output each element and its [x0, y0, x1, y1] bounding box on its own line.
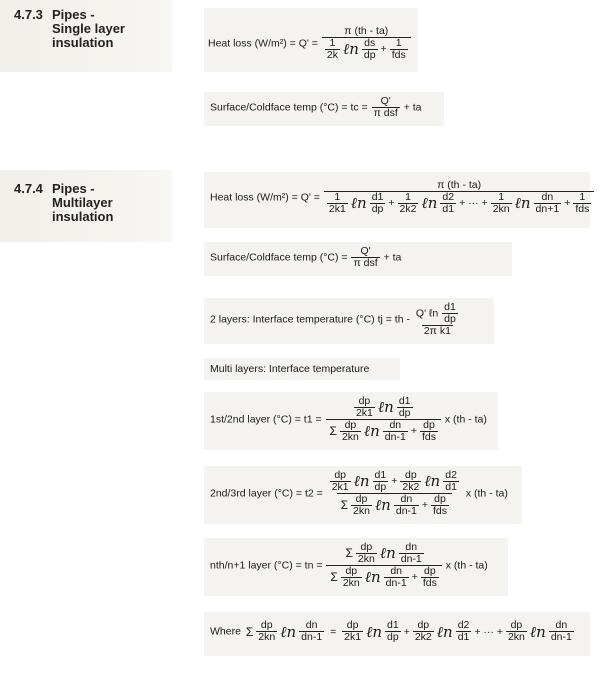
formula-box-surface-single: Surface/Coldface temp (°C) = tc = Q' π dsf + ta [204, 92, 444, 126]
section-number: 4.7.3 [14, 7, 43, 22]
formula-box-nth: nth/n+1 layer (°C) = tn = Σ $\frac{dp}{2kn}$ ℓn $\frac{dn}{dn-1}$ Σ $\frac{dp}{2kn}$ ℓn $\frac{dn}{dn-1}$ + dp fds x (th - ta) [204, 538, 508, 596]
section-heading-473 [0, 0, 172, 72]
section-title: Pipes - Multilayer insulation [52, 181, 114, 224]
formula-box-heat-loss-single: Heat loss (W/m²) = Q' = π (th - ta) $\frac{1}{2k}$ ℓn $\frac{ds}{dp}$ + 1 fds [204, 8, 418, 72]
section-heading-474 [0, 170, 172, 242]
formula-box-heat-loss-multi: Heat loss (W/m²) = Q' = π (th - ta) $\frac{1}{2k1}$ ℓn $\frac{d1}{dp}$ + $\frac{1}{2k2}$ ℓn $\frac{d2}{d1}$ + ··· + $\frac{1}{2kn}$ ℓn $\frac{dn}{dn+1}$ + 1 fds [204, 172, 590, 228]
formula-box-surface-multi: Surface/Coldface temp (°C) = Q' π dsf + ta [204, 242, 512, 276]
formula-box-first-second: 1st/2nd layer (°C) = t1 = $\frac{dp}{2k1}$ ℓn $\frac{d1}{dp}$ Σ $\frac{dp}{2kn}$ ℓn $\frac{dn}{dn-1}$ + dp fds x (th - ta) [204, 392, 498, 450]
heat-loss-fraction: π (th - ta) $\frac{1}{2k}$ ℓn $\frac{ds}{dp}$ + 1 fds [322, 26, 411, 61]
formula-box-multi-heading: Multi layers: Interface temperature [204, 358, 400, 380]
formula-box-second-third: 2nd/3rd layer (°C) = t2 = $\frac{dp}{2k1}$ ℓn $\frac{d1}{dp}$ + $\frac{dp}{2k2}$ ℓn $\frac{d2}{d1}$ Σ $\frac{dp}{2kn}$ ℓn $\frac{dn}{dn-1}$ + dp fds x (th - ta) [204, 466, 522, 524]
section-title: Pipes - Single layer insulation [52, 7, 125, 50]
formula-box-where: Where Σ $\frac{dp}{2kn}$ ℓn $\frac{dn}{dn-1}$ = $\frac{dp}{2k1}$ ℓn $\frac{d1}{dp}$ + $\frac{dp}{2k2}$ ℓn $\frac{d2}{d1}$ + ··· + $\frac{dp}{2kn}$ ℓn $\frac{dn}{dn-1}$ [204, 612, 590, 656]
heat-loss-multi-fraction: π (th - ta) $\frac{1}{2k1}$ ℓn $\frac{d1}{dp}$ + $\frac{1}{2k2}$ ℓn $\frac{d2}{d1}$ + ··· + $\frac{1}{2kn}$ ℓn $\frac{dn}{dn+1}$ + 1 fds [324, 180, 595, 215]
formula-box-two-layers: 2 layers: Interface temperature (°C) tj = th - Q' ℓn $\frac{d1}{dp}$ 2π k1 [204, 298, 494, 344]
section-number: 4.7.4 [14, 181, 43, 196]
